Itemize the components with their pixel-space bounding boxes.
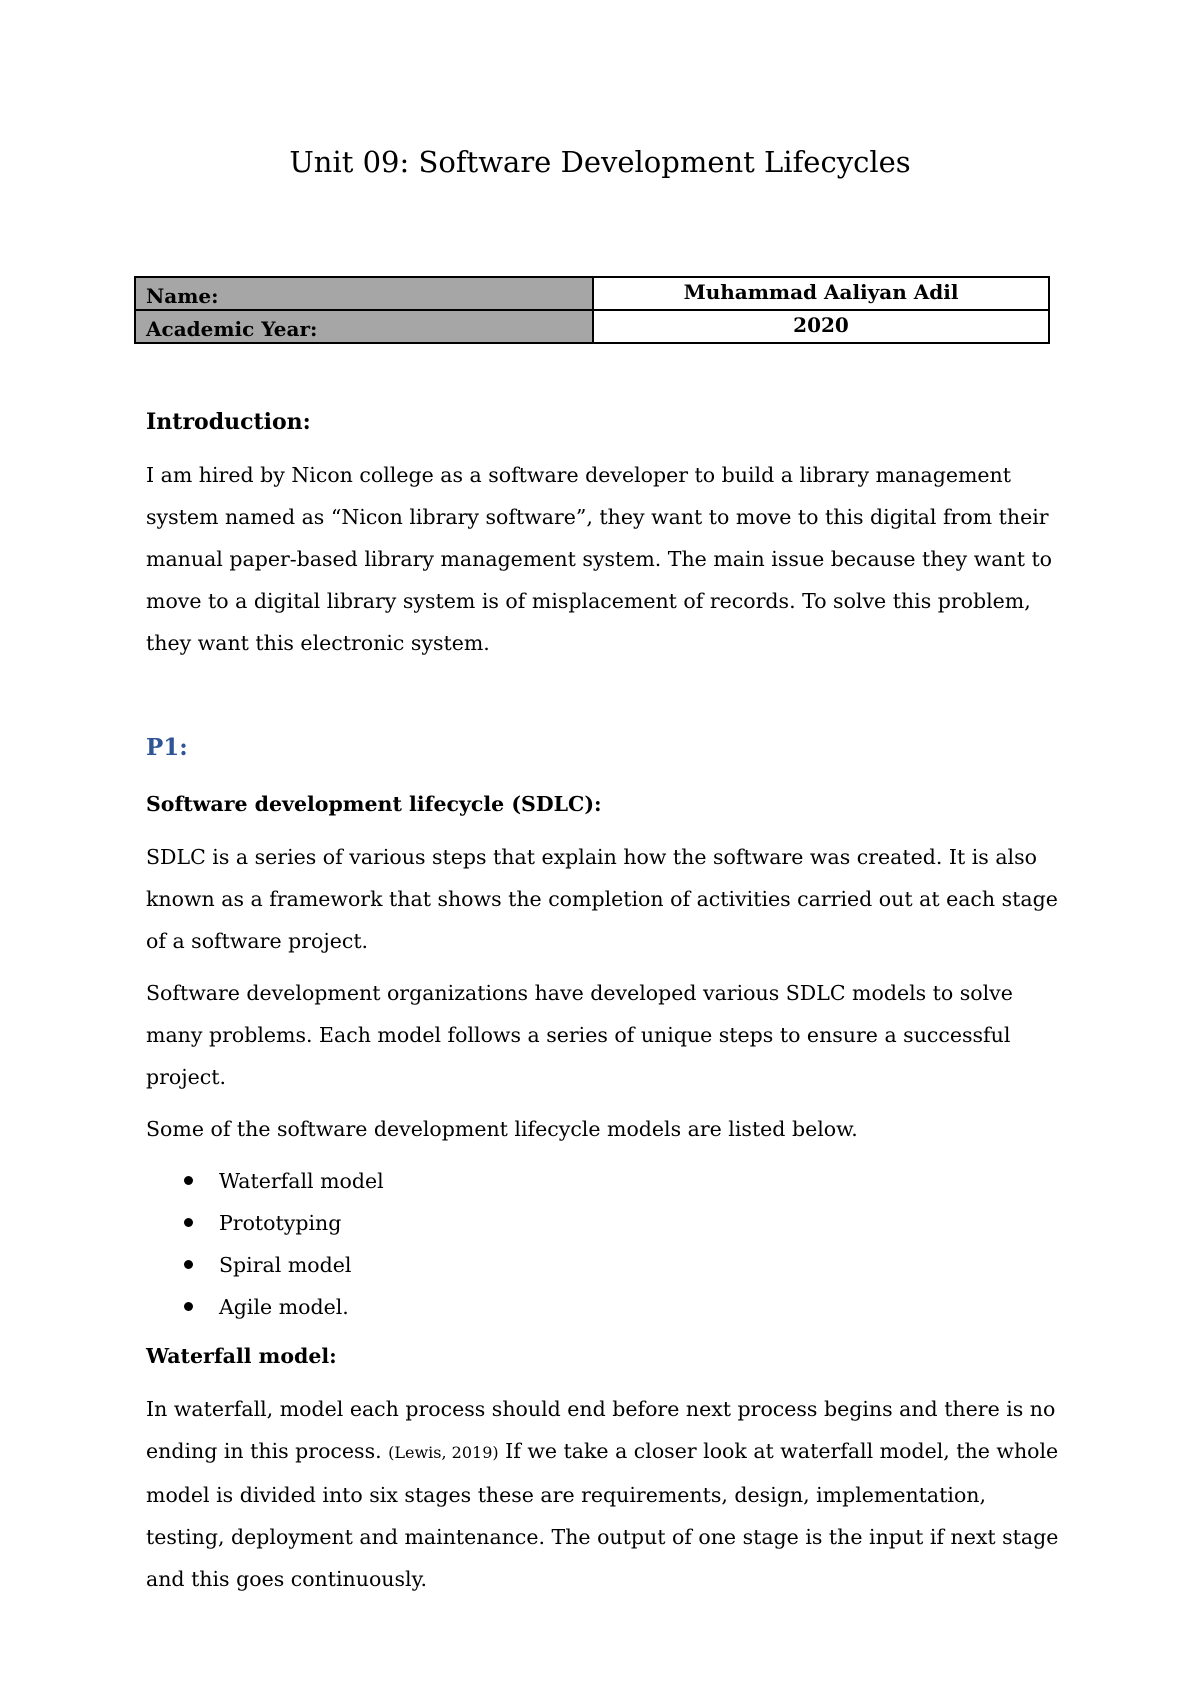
introduction-heading: Introduction:: [146, 409, 311, 435]
document-title: Unit 09: Software Development Lifecycles: [289, 145, 911, 179]
bullet-icon: [184, 1218, 193, 1227]
list-item: [146, 1160, 1066, 1202]
waterfall-text-part2: If we take a closer look at waterfall model, the whole model is divided into six stages these are requirements, design, implementation, testing, deployment and maintenance. The output of one stage is the input if next stage and this goes continuously.: [146, 1439, 1059, 1591]
sdlc-models-list: [146, 1160, 1066, 1328]
list-item: [146, 1244, 1066, 1286]
waterfall-heading: Waterfall model:: [146, 1344, 337, 1368]
p1-heading: P1:: [146, 734, 188, 761]
academic-year-label: Academic Year:: [135, 310, 593, 343]
bullet-icon: [184, 1176, 193, 1185]
academic-year-value: 2020: [593, 310, 1049, 343]
document-body: [146, 404, 1066, 1614]
bullet-icon: [184, 1302, 193, 1311]
citation: (Lewis, 2019): [388, 1443, 499, 1462]
models-intro-paragraph: Some of the software development lifecycle models are listed below.: [146, 1117, 858, 1141]
sdlc-heading: Software development lifecycle (SDLC):: [146, 792, 602, 816]
sdlc-paragraph-1: SDLC is a series of various steps that explain how the software was created. It is also known as a framework that shows the completion of activities carried out at each stage of a software project.: [146, 845, 1058, 953]
waterfall-paragraph: [146, 1388, 1066, 1600]
list-item-label: Prototyping: [219, 1211, 342, 1235]
list-item-label: Spiral model: [219, 1253, 352, 1277]
name-label: Name:: [135, 277, 593, 310]
introduction-paragraph: I am hired by Nicon college as a software developer to build a library management system named as “Nicon library software”, they want to move to this digital from their manual paper-based library management system. The main issue because they want to move to a digital library system is of misplacement of records. To solve this problem, they want this electronic system.: [146, 463, 1053, 655]
table-row: [135, 310, 1049, 343]
table-row: [135, 277, 1049, 310]
bullet-icon: [184, 1260, 193, 1269]
name-value: Muhammad Aaliyan Adil: [593, 277, 1049, 310]
list-item-label: Waterfall model: [219, 1169, 384, 1193]
student-info-table: [134, 276, 1050, 344]
list-item: [146, 1202, 1066, 1244]
list-item: [146, 1286, 1066, 1328]
sdlc-paragraph-2: Software development organizations have developed various SDLC models to solve many problems. Each model follows a series of unique steps to ensure a successful project.: [146, 981, 1013, 1089]
waterfall-text-part1: In waterfall, model each process should end before next process begins and there is no ending in this process.: [146, 1397, 1056, 1463]
list-item-label: Agile model.: [219, 1295, 349, 1319]
